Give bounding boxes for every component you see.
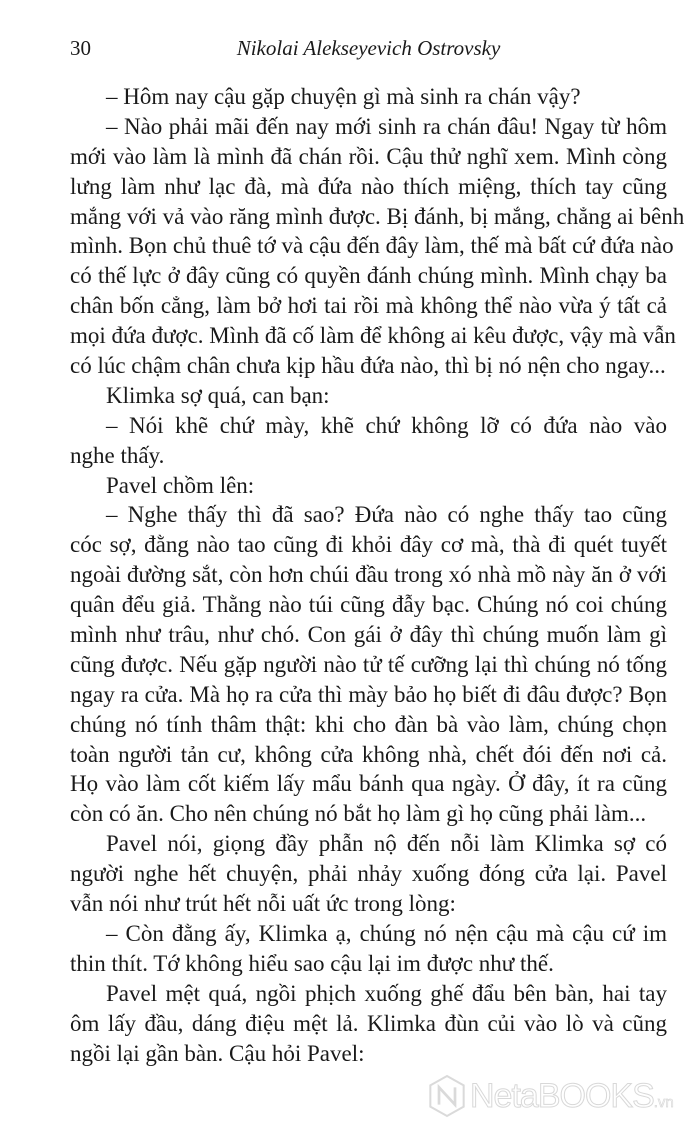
text-line: Pavel chồm lên:: [106, 472, 255, 498]
text-line: – Nghe thấy thì đã sao? Đứa nào có nghe thấy tao cũng: [106, 502, 667, 528]
running-title: Nikolai Alekseyevich Ostrovsky: [236, 36, 501, 60]
text-line: mình như trâu, như chó. Con gái ở đây thì chúng muốn làm gì: [70, 622, 667, 648]
text-line: cóc sợ, đằng nào tao cũng đi khỏi đây cơ mà, thà đi quét tuyết: [70, 532, 667, 558]
text-line: mới vào làm là mình đã chán rồi. Cậu thử nghĩ xem. Mình còng: [70, 143, 667, 169]
text-line: Pavel nói, giọng đầy phẫn nộ đến nỗi làm Klimka sợ có: [106, 831, 667, 857]
text-line: chân bốn cẳng, làm bở hơi tai rồi mà không thể nào vừa ý tất cả: [70, 293, 667, 319]
text-line: mắng với vả vào răng mình được. Bị đánh, bị mắng, chẳng ai bênh: [70, 203, 685, 229]
watermark-brand: NetaBOOKS: [470, 1077, 654, 1115]
page-body-text: [70, 82, 685, 1068]
text-line: vẫn nói như trút hết nỗi uất ức trong lòng:: [70, 891, 456, 917]
text-line: – Hôm nay cậu gặp chuyện gì mà sinh ra chán vậy?: [106, 84, 581, 109]
text-line: có thế lực ở đây cũng có quyền đánh chúng mình. Mình chạy ba: [70, 263, 667, 289]
text-line: – Còn đằng ấy, Klimka ạ, chúng nó nện cậu mà cậu cứ im: [106, 920, 667, 946]
text-line: còn có ăn. Cho nên chúng nó bắt họ làm gì họ cũng phải làm...: [70, 801, 647, 827]
page-number: 30: [70, 36, 91, 60]
text-line: ngoài đường sắt, còn hơn chúi đầu trong xó nhà mồ này ăn ở với: [70, 562, 667, 588]
netabooks-logo-icon: [428, 1074, 466, 1118]
netabooks-watermark: [428, 1074, 698, 1118]
text-line: nghe thấy.: [70, 442, 165, 468]
text-line: chúng nó tính thâm thật: khi cho đàn bà vào làm, chúng chọn: [70, 711, 667, 737]
text-line: thin thít. Tớ không hiểu sao cậu lại im được như thế.: [70, 950, 554, 976]
text-line: người nghe hết chuyện, phải nhảy xuống đóng cửa lại. Pavel: [70, 861, 667, 887]
watermark-suffix: .vn: [653, 1094, 674, 1111]
text-line: mọi đứa được. Mình đã cố làm để không ai kêu được, vậy mà vẫn: [70, 323, 676, 349]
text-line: lưng làm như lạc đà, mà đứa nào thích miệng, thích tay cũng: [70, 173, 667, 199]
text-line: quân đểu giả. Thằng nào túi cũng đẫy bạc. Chúng nó coi chúng: [70, 592, 667, 618]
text-line: có lúc chậm chân chưa kịp hầu đứa nào, thì bị nó nện cho ngay...: [70, 353, 666, 379]
page-header: [70, 36, 667, 64]
text-line: Klimka sợ quá, can bạn:: [106, 382, 330, 408]
text-line: toàn người tản cư, không cửa không nhà, chết đói đến nơi cả.: [70, 741, 667, 767]
text-line: cũng được. Nếu gặp người nào tử tế cưỡng lại thì chúng nó tống: [70, 651, 667, 677]
text-line: Họ vào làm cốt kiếm lấy mẩu bánh qua ngày. Ở đây, ít ra cũng: [70, 771, 667, 797]
text-line: Pavel mệt quá, ngồi phịch xuống ghế đẩu bên bàn, hai tay: [106, 980, 667, 1006]
text-line: – Nào phải mãi đến nay mới sinh ra chán đâu! Ngay từ hôm: [106, 113, 667, 139]
text-line: mình. Bọn chủ thuê tớ và cậu đến đây làm, thế mà bất cứ đứa nào: [70, 233, 674, 259]
text-line: ngồi lại gần bàn. Cậu hỏi Pavel:: [70, 1040, 365, 1066]
text-line: ôm lấy đầu, dáng điệu mệt lả. Klimka đùn củi vào lò và cũng: [70, 1010, 667, 1036]
text-line: ngay ra cửa. Mà họ ra cửa thì mày bảo họ biết đi đâu được? Bọn: [70, 681, 667, 707]
text-line: – Nói khẽ chứ mày, khẽ chứ không lỡ có đứa nào vào: [106, 412, 667, 438]
